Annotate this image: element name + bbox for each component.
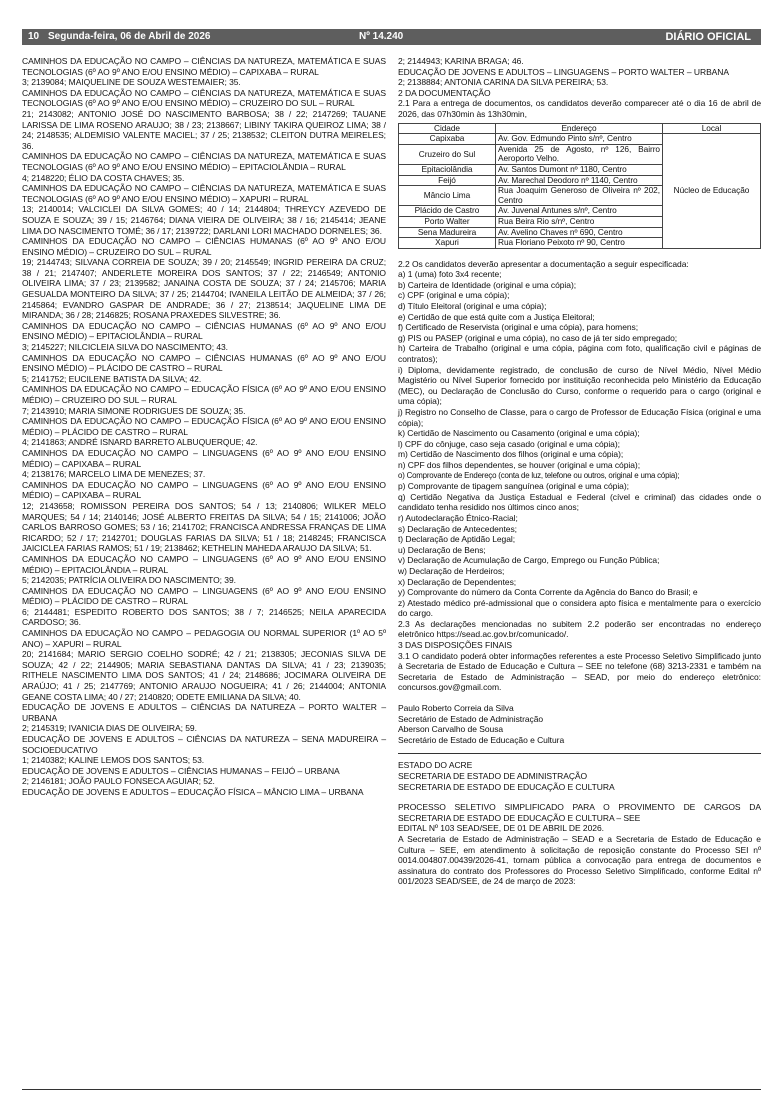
section-divider xyxy=(398,753,761,754)
column-header-local: Local xyxy=(663,123,761,134)
address-cell: Rua Beira Rio s/nº, Centro xyxy=(496,216,663,227)
edital-line: EDITAL Nº 103 SEAD/SEE, DE 01 DE ABRIL DE 2026. xyxy=(398,823,604,834)
header-date: Segunda-feira, 06 de Abril de 2026 xyxy=(48,31,211,42)
page-header xyxy=(22,29,761,45)
paragraph: 2.3 As declarações mencionadas no subitem 2.2 poderão ser encontradas no endereço eletrônico https://sead.ac.gov.br/comunicado/. xyxy=(398,618,761,640)
column-header-address: Endereço xyxy=(496,123,663,134)
list-item: z) Atestado médico pré-admissional que o considera apto física e mentalmente para o exercício do cargo. xyxy=(398,597,761,619)
list-item: g) PIS ou PASEP (original e uma cópia), no caso de já ter sido empregado; xyxy=(398,332,678,343)
list-item: i) Diploma, devidamente registrado, de conclusão de curso de Nível Médio, Nível Médio Magistério ou Nível Superior fornecido por instituição reconhecida pelo Ministério da Educação (MEC), ou Declaração de Conclusão do Curso, conforme o requerido para o cargo (original e uma cópia); xyxy=(398,364,761,407)
list-item: q) Certidão Negativa da Justiça Estadual e Federal (cível e criminal) das cidades onde o candidato tenha residido nos últimos cinco anos; xyxy=(398,491,761,513)
paragraph: EDUCAÇÃO DE JOVENS E ADULTOS – CIÊNCIAS DA NATUREZA – PORTO WALTER – URBANA xyxy=(22,702,386,723)
paragraph: CAMINHOS DA EDUCAÇÃO NO CAMPO – CIÊNCIAS HUMANAS (6º AO 9º ANO E/OU ENSINO MÉDIO) – CRUZEIRO DO SUL – RURAL xyxy=(22,236,386,257)
list-item: v) Declaração de Acumulação de Cargo, Emprego ou Função Pública; xyxy=(398,555,660,566)
paragraph: CAMINHOS DA EDUCAÇÃO NO CAMPO – CIÊNCIAS DA NATUREZA, MATEMÁTICA E SUAS TECNOLOGIAS (6º AO 9º ANO E/OU ENSINO MÉDIO) – EPITACIOLÂNDIA – RURAL xyxy=(22,151,386,172)
paragraph: CAMINHOS DA EDUCAÇÃO NO CAMPO – LINGUAGENS (6º AO 9º ANO E/OU ENSINO MÉDIO) – EPITACIOLÂNDIA – RURAL xyxy=(22,553,386,575)
list-item: a) 1 (uma) foto 3x4 recente; xyxy=(398,269,502,280)
list-item: h) Carteira de Trabalho (original e uma cópia, página com foto, qualificação civil e páginas de contratos); xyxy=(398,343,761,365)
paragraph: 7; 2143910; MARIA SIMONE RODRIGUES DE SOUZA; 35. xyxy=(22,405,246,416)
paragraph: EDUCAÇÃO DE JOVENS E ADULTOS – CIÊNCIAS DA NATUREZA – SENA MADUREIRA – SOCIOEDUCATIVO xyxy=(22,734,386,755)
paragraph: 5; 2141752; EUCILENE BATISTA DA SILVA; 42. xyxy=(22,373,202,384)
address-cell: Avenida 25 de Agosto, nº 126, Bairro Aeroporto Velho. xyxy=(496,144,663,164)
org-line: SECRETARIA DE ESTADO DE EDUCAÇÃO E CULTURA xyxy=(398,781,615,792)
list-item: d) Título Eleitoral (original e uma cópia); xyxy=(398,301,547,312)
paragraph: 20; 2141684; MARIO SERGIO COELHO SODRÉ; 42 / 21; 2138305; JECONIAS SILVA DE SOUZA; 42 / 22; 2144905; MARIA SEBASTIANA DANTAS DA SILVA; 41 / 23; 2139035; RITHELE NASCIMENTO LIMA DOS SANTOS; 41 / 24; 2148686; JOCIMARA OLIVEIRA DE ARAÚJO; 41 / 25; 2147769; ANTONIO ARAUJO NOGUEIRA; 41 / 26; 2144004; ANTONIA GEANE COSTA LIMA; 40 / 27; 2140820; ODETE EMILIANA DA SILVA; 40. xyxy=(22,649,386,702)
list-item: k) Certidão de Nascimento ou Casamento (original e uma cópia); xyxy=(398,428,640,439)
city-cell: Epitaciolândia xyxy=(399,164,496,175)
paragraph: 2.1 Para a entrega de documentos, os candidatos deverão comparecer até o dia 16 de abril de 2026, das 07h30min às 13h30min, xyxy=(398,98,761,119)
paragraph: CAMINHOS DA EDUCAÇÃO NO CAMPO – CIÊNCIAS DA NATUREZA, MATEMÁTICA E SUAS TECNOLOGIAS (6º AO 9º ANO E/OU ENSINO MÉDIO) – XAPURI – RURAL xyxy=(22,183,386,204)
section-heading: 3 DAS DISPOSIÇÕES FINAIS xyxy=(398,640,513,651)
document-title: PROCESSO SELETIVO SIMPLIFICADO PARA O PROVIMENTO DE CARGOS DA SECRETARIA DE ESTADO DE EDUCAÇÃO E CULTURA – SEE xyxy=(398,802,761,823)
address-cell: Av. Avelino Chaves nº 690, Centro xyxy=(496,227,663,238)
paragraph: EDUCAÇÃO DE JOVENS E ADULTOS – LINGUAGENS – PORTO WALTER – URBANA xyxy=(398,66,730,77)
paragraph: EDUCAÇÃO DE JOVENS E ADULTOS – CIÊNCIAS HUMANAS – FEIJÓ – URBANA xyxy=(22,765,340,776)
right-column xyxy=(398,56,761,887)
list-item: s) Declaração de Antecedentes; xyxy=(398,523,517,534)
paragraph: 19; 2144743; SILVANA CORREIA DE SOUZA; 39 / 20; 2145549; INGRID PEREIRA DA CRUZ; 38 / 21; 2147407; ANDERLETE MOREIRA DOS SANTOS; 37 / 22; 2146549; ANTONIO OLIVEIRA LIMA; 37 / 23; 2139582; JANAINA COSTA DE SOUZA; 37 / 24; 2145706; MARIA GESUALDA MONTEIRO DA SILVA; 37 / 25; 2144704; IVANEILA LEITÃO DE ALMEIDA; 37 / 26; 2145864; EVANDRO GASPAR DE ANDRADE; 36 / 27; 2138514; JAQUELINE LIMA DE MIRANDA; 36 / 28; 2146825; ROSANA PRAXEDES SILVESTRE; 36. xyxy=(22,257,386,321)
spacer xyxy=(398,792,761,802)
left-column xyxy=(22,56,386,798)
city-cell: Porto Walter xyxy=(399,216,496,227)
list-item: j) Registro no Conselho de Classe, para o cargo de Professor de Educação Física (original e uma cópia); xyxy=(398,407,761,428)
paragraph: A Secretaria de Estado de Administração – SEAD e a Secretaria de Estado de Educação e Cultura – SEE, em atendimento à solicitação de reposição constante do Processo SEI nº 0014.004807.00439/2026-41, tornam pública a convocação para entrega de documentos e assinatura do contrato dos Professores do Processo Seletivo Simplificado, conforme Edital nº 001/2023 SEAD/SEE, de 24 de março de 2023: xyxy=(398,833,761,887)
page-number: 10 xyxy=(28,31,40,42)
list-item: u) Declaração de Bens; xyxy=(398,544,486,555)
paragraph: 2; 2138884; ANTONIA CARINA DA SILVA PEREIRA; 53. xyxy=(398,77,609,88)
signature-role: Secretário de Estado de Educação e Cultura xyxy=(398,734,565,745)
paragraph: 2; 2145319; IVANICIA DIAS DE OLIVEIRA; 59. xyxy=(22,723,197,734)
signature-name: Aberson Carvalho de Sousa xyxy=(398,724,504,735)
paragraph: 13; 2140014; VALCICLEI DA SILVA GOMES; 40 / 14; 2144804; THREYCY AZEVEDO DE SOUZA E SOUZA; 39 / 15; 2146764; DIANA VIEIRA DE OLIVEIRA; 38 / 16; 2145414; JEANE LIMA DO NASCIMENTO TOMÉ; 36 / 17; 2139722; DARLANI LORI MACHADO DORNELES; 36. xyxy=(22,204,386,236)
paragraph: 3; 2145227; NILCICLEIA SILVA DO NASCIMENTO; 43. xyxy=(22,342,228,353)
paragraph: 4; 2148220; ÉLIO DA COSTA CHAVES; 35. xyxy=(22,172,185,183)
paragraph: 2.2 Os candidatos deverão apresentar a documentação a seguir especificada: xyxy=(398,258,689,269)
local-cell: Núcleo de Educação xyxy=(663,134,761,249)
paragraph: 21; 2143082; ANTONIO JOSÉ DO NASCIMENTO BARBOSA; 38 / 22; 2147269; TAUANE LARISSA DE LIMA ROSENO ARAUJO; 38 / 23; 2138667; LIBINY TAKIRA QUEIROZ LIMA; 38 / 24; 2148535; ALDEMISIO VALENTE MACIEL; 37 / 25; 2138532; CLEITON DUTRA MEIRELES; 36. xyxy=(22,108,386,151)
list-item: p) Comprovante de tipagem sanguínea (original e uma cópia); xyxy=(398,481,629,492)
address-cell: Av. Juvenal Antunes s/nº, Centro xyxy=(496,206,663,217)
signature-name: Paulo Roberto Correia da Silva xyxy=(398,703,514,714)
paragraph: CAMINHOS DA EDUCAÇÃO NO CAMPO – LINGUAGENS (6º AO 9º ANO E/OU ENSINO MÉDIO) – PLÁCIDO DE CASTRO – RURAL xyxy=(22,585,386,607)
paragraph: EDUCAÇÃO DE JOVENS E ADULTOS – EDUCAÇÃO FÍSICA – MÂNCIO LIMA – URBANA xyxy=(22,786,364,797)
paragraph: CAMINHOS DA EDUCAÇÃO NO CAMPO – CIÊNCIAS DA NATUREZA, MATEMÁTICA E SUAS TECNOLOGIAS (6º AO 9º ANO E/OU ENSINO MÉDIO) – CAPIXABA – RURAL xyxy=(22,56,386,77)
paragraph: 4; 2141863; ANDRÉ ISNARD BARRETO ALBUQUERQUE; 42. xyxy=(22,437,258,448)
footer-rule xyxy=(22,1089,761,1090)
list-item: n) CPF dos filhos dependentes, se houver (original e uma cópia); xyxy=(398,459,641,470)
list-item: t) Declaração de Aptidão Legal; xyxy=(398,534,516,545)
list-item: f) Certificado de Reservista (original e uma cópia), para homens; xyxy=(398,322,639,333)
paragraph: CAMINHOS DA EDUCAÇÃO NO CAMPO – EDUCAÇÃO FÍSICA (6º AO 9º ANO E/OU ENSINO MÉDIO) – PLÁCIDO DE CASTRO – RURAL xyxy=(22,416,386,437)
list-item: w) Declaração de Herdeiros; xyxy=(398,565,505,576)
list-item: r) Autodeclaração Étnico-Racial; xyxy=(398,512,518,523)
paragraph: CAMINHOS DA EDUCAÇÃO NO CAMPO – EDUCAÇÃO FÍSICA (6º AO 9º ANO E/OU ENSINO MÉDIO) – CRUZEIRO DO SUL – RURAL xyxy=(22,384,386,405)
list-item: b) Carteira de Identidade (original e uma cópia); xyxy=(398,279,577,290)
city-cell: Sena Madureira xyxy=(399,227,496,238)
spacer xyxy=(398,249,761,259)
city-cell: Cruzeiro do Sul xyxy=(399,144,496,164)
paragraph: 6; 2144481; ESPEDITO ROBERTO DOS SANTOS; 38 / 7; 2146525; NEILA APARECIDA CARDOSO; 36. xyxy=(22,606,386,628)
paragraph: 3.1 O candidato poderá obter informações referentes a este Processo Seletivo Simplificado junto à Secretaria de Estado de Educação e Cultura – SEE no telefone (68) 3213-2331 e também na Secretaria de Estado de Administração – SEAD, por meio do endereço eletrônico: concursos.gov@gmail.com. xyxy=(398,650,761,693)
section-heading: 2 DA DOCUMENTAÇÃO xyxy=(398,87,491,98)
org-line: SECRETARIA DE ESTADO DE ADMINISTRAÇÃO xyxy=(398,771,588,781)
address-cell: Rua Floriano Peixoto nº 90, Centro xyxy=(496,238,663,249)
paragraph: 5; 2142035; PATRÍCIA OLIVEIRA DO NASCIMENTO; 39. xyxy=(22,575,236,586)
org-line: ESTADO DO ACRE xyxy=(398,760,473,771)
paragraph: 3; 2139084; MAIQUELINE DE SOUZA WESTEMAIER; 35. xyxy=(22,77,241,88)
list-item: c) CPF (original e uma cópia); xyxy=(398,290,510,301)
list-item: x) Declaração de Dependentes; xyxy=(398,576,517,587)
publication-title: DIÁRIO OFICIAL xyxy=(665,31,751,43)
list-item: l) CPF do cônjuge, caso seja casado (original e uma cópia); xyxy=(398,438,620,449)
paragraph: 2; 2146181; JOÃO PAULO FONSECA AGUIAR; 52. xyxy=(22,776,215,787)
paragraph: CAMINHOS DA EDUCAÇÃO NO CAMPO – CIÊNCIAS DA NATUREZA, MATEMÁTICA E SUAS TECNOLOGIAS (6º AO 9º ANO E/OU ENSINO MÉDIO) – CRUZEIRO DO SUL – RURAL xyxy=(22,87,386,109)
issue-number: Nº 14.240 xyxy=(359,31,404,42)
city-cell: Feijó xyxy=(399,175,496,186)
paragraph: CAMINHOS DA EDUCAÇÃO NO CAMPO – PEDAGOGIA OU NORMAL SUPERIOR (1º AO 5º ANO) – XAPURI – RURAL xyxy=(22,628,386,649)
signature-role: Secretário de Estado de Administração xyxy=(398,713,544,724)
paragraph: 2; 2144943; KARINA BRAGA; 46. xyxy=(398,56,524,66)
list-item: y) Comprovante do número da Conta Corrente da Agência do Banco do Brasil; e xyxy=(398,587,698,598)
table-header-row xyxy=(399,123,761,134)
list-item: e) Certidão de que está quite com a Justiça Eleitoral; xyxy=(398,311,595,322)
address-cell: Av. Gov. Edmundo Pinto s/nº, Centro xyxy=(496,134,663,145)
address-cell: Av. Marechal Deodoro nº 1140, Centro xyxy=(496,175,663,186)
city-cell: Xapuri xyxy=(399,238,496,249)
city-cell: Capixaba xyxy=(399,134,496,145)
address-cell: Rua Joaquim Generoso de Oliveira nº 202, Centro xyxy=(496,186,663,206)
list-item: o) Comprovante de Endereço (conta de luz, telefone ou outros, original e uma cópia); xyxy=(398,470,680,480)
table-row xyxy=(399,134,761,145)
paragraph: 12; 2143658; ROMISSON PEREIRA DOS SANTOS; 54 / 13; 2140806; WILKER MELO MARQUES; 54 / 14; 2140146; JOSÉ ALBERTO FREITAS DA SILVA; 54 / 15; 2141006; JOÃO CARLOS BARROSO GOMES; 53 / 16; 2141702; FRANCISCA ANDRESSA FRANÇAS DE LIMA RICARDO; 52 / 17; 2142701; DOUGLAS FARIAS DA SILVA; 51 / 18; 2148245; FRANCISCA JAICICLEA FARIAS RAMOS; 51 / 19; 2138462; KETHELIN MAHEDA ARAUJO DA SILVA; 51. xyxy=(22,500,386,554)
paragraph: CAMINHOS DA EDUCAÇÃO NO CAMPO – CIÊNCIAS HUMANAS (6º AO 9º ANO E/OU ENSINO MÉDIO) – EPITACIOLÂNDIA – RURAL xyxy=(22,320,386,342)
paragraph: CAMINHOS DA EDUCAÇÃO NO CAMPO – LINGUAGENS (6º AO 9º ANO E/OU ENSINO MÉDIO) – CAPIXABA – RURAL xyxy=(22,479,386,501)
spacer xyxy=(398,693,761,703)
list-item: m) Certidão de Nascimento dos filhos (original e uma cópia); xyxy=(398,449,624,460)
city-cell: Plácido de Castro xyxy=(399,206,496,217)
paragraph: CAMINHOS DA EDUCAÇÃO NO CAMPO – LINGUAGENS (6º AO 9º ANO E/OU ENSINO MÉDIO) – CAPIXABA – RURAL xyxy=(22,447,386,469)
paragraph: 1; 2140382; KALINE LEMOS DOS SANTOS; 53. xyxy=(22,755,205,766)
locations-table xyxy=(398,123,761,249)
paragraph: CAMINHOS DA EDUCAÇÃO NO CAMPO – CIÊNCIAS HUMANAS (6º AO 9º ANO E/OU ENSINO MÉDIO) – PLÁCIDO DE CASTRO – RURAL xyxy=(22,352,386,374)
paragraph: 4; 2138176; MARCELO LIMA DE MENEZES; 37. xyxy=(22,469,206,480)
address-cell: Av. Santos Dumont nº 1180, Centro xyxy=(496,164,663,175)
column-header-city: Cidade xyxy=(399,123,496,134)
city-cell: Mâncio Lima xyxy=(399,186,496,206)
